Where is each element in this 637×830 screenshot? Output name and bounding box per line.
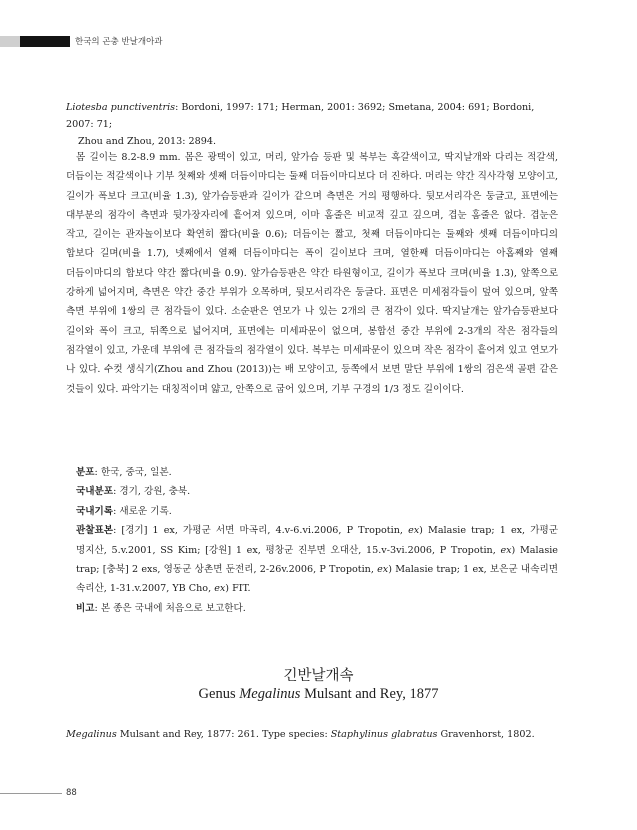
korean-distribution-row: 국내분포: 경기, 강원, 충북. — [76, 486, 191, 498]
reference-line-2: Zhou and Zhou, 2013: 2894. — [78, 136, 216, 147]
specimens-examined-row: 관찰표본: [경기] 1 ex, 가평군 서면 마곡리, 4.v-6.vi.2006, P Tropotin, ex) Malasie trap; 1 ex, 가평군 명지산, 5.v.2001, SS Kim; [강원] 1 ex, 평창군 진부면 오대산, 15.v-3vi.2006, P Tropotin, ex) Malasie trap; [충북] 2 exs, 영동군 상촌면 둔전리, 2-26v.2006, P Tropotin, ex) Malasie trap; 1 ex, 보은군 내속리면 속리산, 1-31.v.2007, YB Cho, ex) FIT. — [76, 525, 558, 595]
remarks-row: 비고: 본 종은 국내에 처음으로 보고한다. — [76, 602, 246, 614]
distribution-row: 분포: 한국, 중국, 일본. — [76, 467, 172, 478]
species-reference — [66, 99, 558, 150]
genus-heading-latin: Genus Megalinus Mulsant and Rey, 1877 — [198, 686, 439, 702]
species-info — [66, 463, 558, 618]
header-bar-black — [20, 36, 70, 47]
running-header: 한국의 곤충 반날개아과 — [75, 37, 163, 47]
reference-line-1: Liotesba punctiventris: Bordoni, 1997: 171; Herman, 2001: 3692; Smetana, 2004: 691; Bordoni, 2007: 71; — [66, 102, 535, 130]
genus-heading-korean: 긴반날개속 — [283, 668, 354, 684]
page-number: 88 — [66, 788, 77, 798]
species-description: 몸 길이는 8.2-8.9 mm. 몸은 광택이 있고, 머리, 앞가슴 등판 및 복부는 흑갈색이고, 딱지날개와 다리는 적갈색, 더듬이는 적갈색이나 기부 첫째와 셋째 더듬이마디는 둘째 더듬이마디보다 더 진하다. 머리는 약간 직사각형 모양이고, 길이가 폭보다 크고(비율 1.3), 앞가슴등판과 길이가 같으며 측면은 거의 평행하다. 뒷모서리각은 둥글고, 표면에는 대부분의 점각이 측면과 뒷가장자리에 흩어져 있으며, 이마 홈줄은 비교적 깊고 깊으며, 겹눈 홈줄은 없다. 겹눈은 작고, 길이는 관자놀이보다 확연히 짧다(비율 0.6); 더듬이는 짧고, 첫째 더듬이마디는 둘째와 셋째 더듬이마디의 합보다 길며(비율 1.7), 넷째에서 열째 더듬이마디는 폭이 길이보다 크며, 열한째 더듬이마디는 아홉째와 열째 더듬이마디의 합보다 약간 짧다(비율 0.9). 앞가슴등판은 약간 타원형이고, 길이가 폭보다 크며(비율 1.3), 앞쪽으로 강하게 넓어지며, 측면은 약간 중간 부위가 오목하며, 뒷모서리각은 둥글다. 표면은 미세점각들이 덮여 있으며, 앞쪽 측면 부위에 1쌍의 큰 점각들이 있다. 소순판은 연모가 나 있는 2개의 큰 점각이 있다. 딱지날개는 앞가슴등판보다 길이와 폭이 크고, 뒤쪽으로 넓어지며, 표면에는 미세파문이 없으며, 봉합선 중간 부위에 2-3개의 작은 점각들의 점각열이 있고, 가운데 부위에 큰 점각들의 점각열이 있다. 복부는 미세파문이 있으며 작은 점각이 흩어져 있고 연모가 나 있다. 수컷 생식기(Zhou and Zhou (2013))는 배 모양이고, 등쪽에서 보면 말단 부위에 1쌍의 검은색 골편 같은 것들이 있다. 파악기는 대칭적이며 얇고, 안쪽으로 굽어 있으며, 기부 구경의 1/3 정도 길이이다. — [66, 152, 558, 395]
header-bar-gray — [0, 36, 20, 47]
genus-reference: Megalinus Mulsant and Rey, 1877: 261. Type species: Staphylinus glabratus Gravenhorst, 1802. — [66, 729, 535, 740]
footer-rule — [0, 793, 62, 794]
korean-record-row: 국내기록: 새로운 기록. — [76, 505, 172, 517]
species-name: Liotesba punctiventris — [66, 102, 176, 113]
